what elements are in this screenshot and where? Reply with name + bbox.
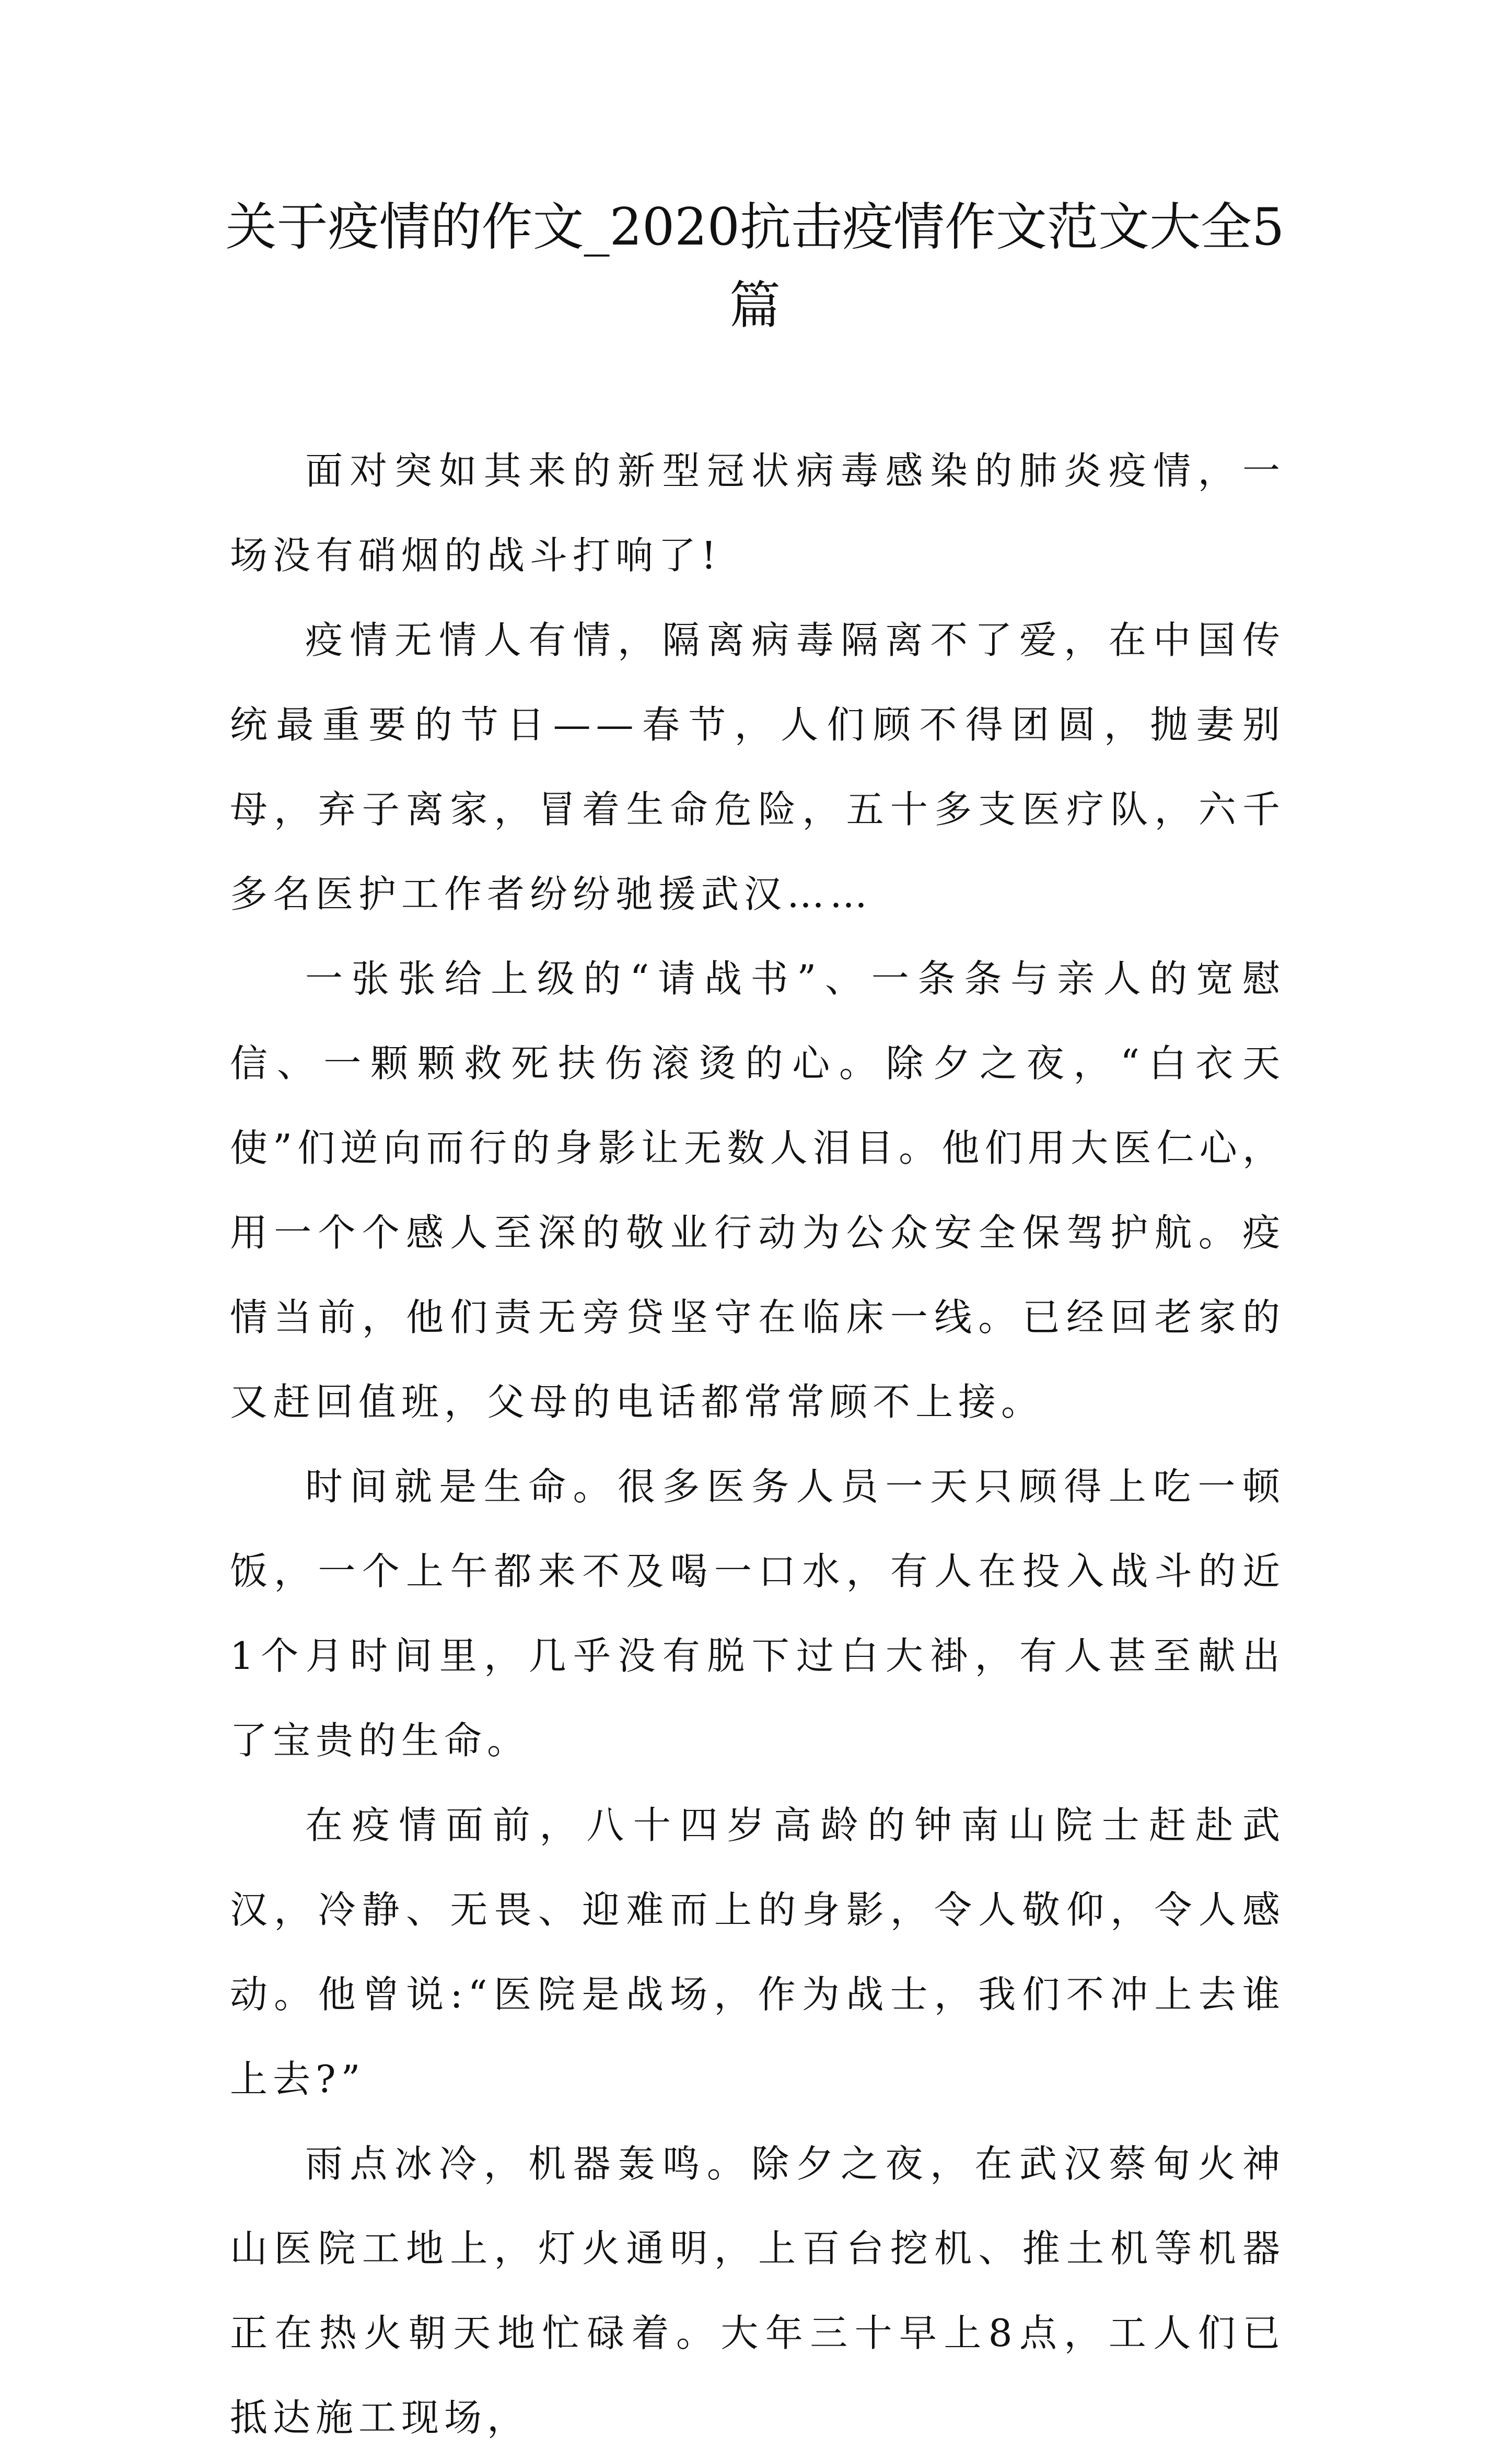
paragraph-3: 一张张给上级的“请战书”、一条条与亲人的宽慰信、一颗颗救死扶伤滚烫的心。除夕之夜，“白衣天使”们逆向而行的身影让无数人泪目。他们用大医仁心，用一个个感人至深的敬业行动为公众安全保驾护航。疫情当前，他们责无旁贷坚守在临床一线。已经回老家的又赶回值班，父母的电话都常常顾不上接。 [230,957,1285,1424]
document-body [230,428,1285,2460]
paragraph-6: 雨点冰冷，机器轰鸣。除夕之夜，在武汉蔡甸火神山医院工地上，灯火通明，上百台挖机、推土机等机器正在热火朝天地忙碌着。大年三十早上8点，工人们已抵达施工现场， [230,2142,1285,2440]
paragraph-2: 疫情无情人有情，隔离病毒隔离不了爱，在中国传统最重要的节日——春节，人们顾不得团圆，抛妻别母，弃子离家，冒着生命危险，五十多支医疗队，六千多名医护工作者纷纷驰援武汉…… [230,618,1285,916]
paragraph-5: 在疫情面前，八十四岁高龄的钟南山院士赶赴武汉，冷静、无畏、迎难而上的身影，令人敬仰，令人感动。他曾说:“医院是战场，作为战士，我们不冲上去谁上去?” [230,1803,1285,2101]
paragraph-1: 面对突如其来的新型冠状病毒感染的肺炎疫情，一场没有硝烟的战斗打响了! [230,449,1285,577]
document-title: 关于疫情的作文_2020抗击疫情作文范文大全5篇 [225,198,1285,335]
paragraph-4: 时间就是生命。很多医务人员一天只顾得上吃一顿饭，一个上午都来不及喝一口水，有人在投入战斗的近1个月时间里，几乎没有脱下过白大褂，有人甚至献出了宝贵的生命。 [230,1465,1285,1762]
